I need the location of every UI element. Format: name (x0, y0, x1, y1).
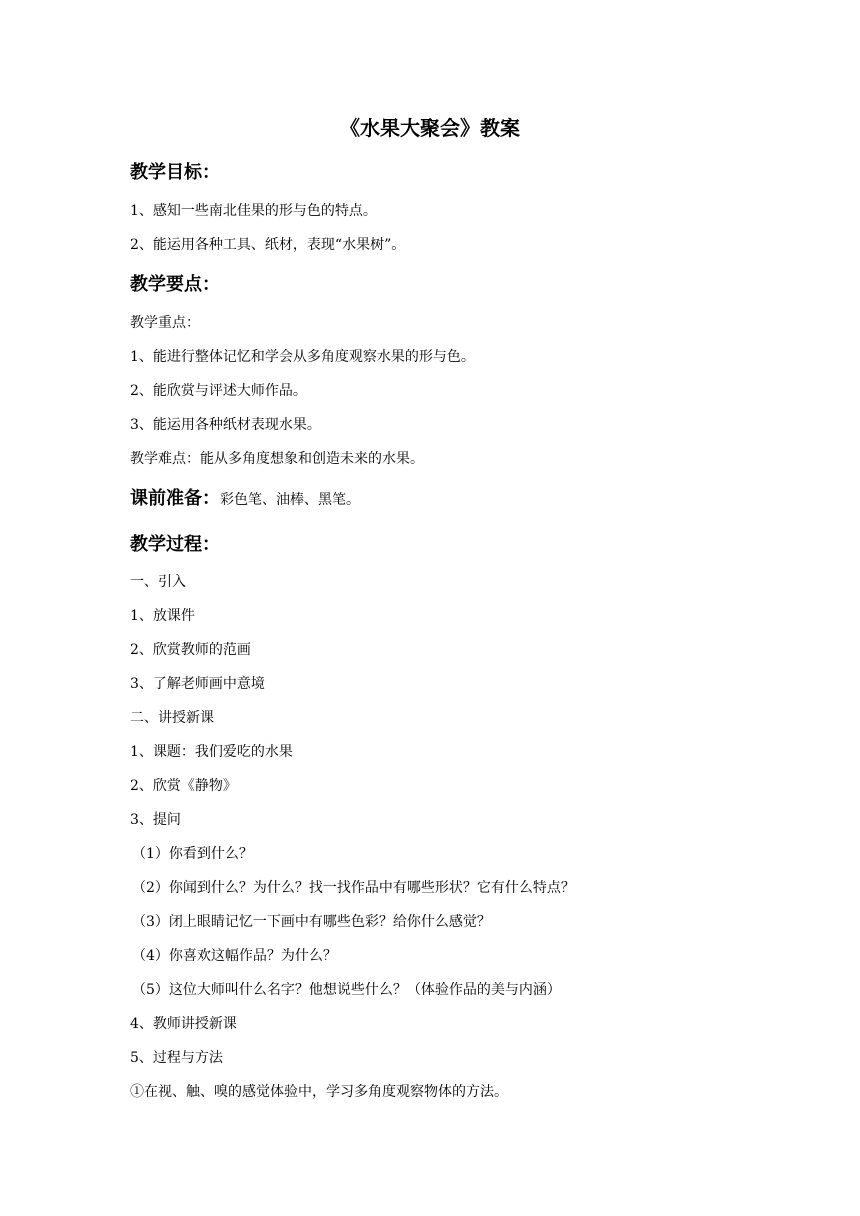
key-point-item-1: 1、能进行整体记忆和学会从多角度观察水果的形与色。 (130, 349, 475, 365)
process-item-5: 二、讲授新课 (130, 710, 214, 726)
process-item-4: 3、了解老师画中意境 (130, 676, 265, 692)
objective-item-2: 2、能运用各种工具、纸材，表现“水果树”。 (130, 237, 406, 253)
key-point-item-2: 2、能欣赏与评述大师作品。 (130, 383, 307, 399)
preparation-heading-label: 课前准备： (130, 488, 220, 509)
process-item-7: 2、欣赏《静物》 (130, 778, 237, 794)
document-title: 《水果大聚会》教案 (340, 116, 520, 140)
process-item-6: 1、课题：我们爱吃的水果 (130, 744, 293, 760)
process-item-11: （3）闭上眼睛记忆一下画中有哪些色彩？给你什么感觉？ (132, 914, 491, 930)
process-item-13: （5）这位大师叫什么名字？他想说些什么？（体验作品的美与内涵） (132, 982, 561, 998)
process-item-15: 5、过程与方法 (130, 1050, 223, 1066)
key-points-label: 教学重点： (130, 315, 200, 331)
process-item-9: （1）你看到什么？ (132, 846, 253, 862)
process-item-16: ①在视、触、嗅的感觉体验中，学习多角度观察物体的方法。 (130, 1084, 508, 1100)
section-heading-key-points: 教学要点： (130, 274, 220, 295)
section-heading-objectives: 教学目标： (130, 162, 220, 183)
process-item-12: （4）你喜欢这幅作品？为什么？ (132, 948, 337, 964)
process-item-14: 4、教师讲授新课 (130, 1016, 237, 1032)
process-item-1: 一、引入 (130, 574, 186, 590)
difficulty-point: 教学难点：能从多角度想象和创造未来的水果。 (130, 451, 424, 467)
key-point-item-3: 3、能运用各种纸材表现水果。 (130, 417, 321, 433)
section-heading-process: 教学过程： (130, 534, 220, 555)
process-item-10: （2）你闻到什么？为什么？找一找作品中有哪些形状？它有什么特点？ (132, 880, 575, 896)
process-item-2: 1、放课件 (130, 608, 195, 624)
process-item-8: 3、提问 (130, 812, 181, 828)
process-item-3: 2、欣赏教师的范画 (130, 642, 251, 658)
section-heading-preparation (130, 486, 360, 513)
objective-item-1: 1、感知一些南北佳果的形与色的特点。 (130, 203, 377, 219)
preparation-text: 彩色笔、油棒、黑笔。 (220, 492, 360, 508)
